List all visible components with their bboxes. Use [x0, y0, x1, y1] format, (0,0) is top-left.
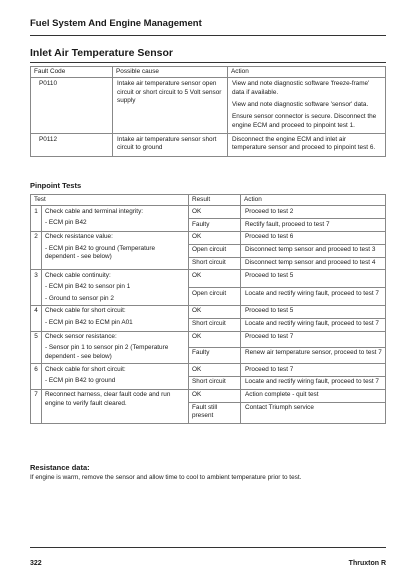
test-action: Locate and rectify wiring fault, proceed to test 7 [241, 318, 386, 331]
test-action: Proceed to test 7 [241, 364, 386, 377]
fault-action [228, 133, 386, 156]
test-result: OK [189, 270, 241, 288]
fault-action-paragraph: Disconnect the engine ECM and inlet air temperature sensor and proceed to pinpoint test 6. [232, 135, 376, 152]
test-action: Proceed to test 6 [241, 231, 386, 244]
test-action: Action complete - quit test [241, 389, 386, 402]
test-action: Locate and rectify wiring fault, proceed to test 7 [241, 288, 386, 306]
pinpoint-row [31, 206, 386, 219]
pinpoint-header: Result [189, 195, 241, 206]
test-line: Check cable for short circuit: [45, 365, 126, 373]
test-result: Fault still present [189, 402, 241, 423]
pinpoint-header: Test [31, 195, 189, 206]
test-result: Faulty [189, 219, 241, 232]
test-description [42, 364, 189, 390]
model-name: Thruxton R [348, 560, 386, 567]
pinpoint-row [31, 305, 386, 318]
pinpoint-tests-table [30, 194, 386, 424]
test-line: - Ground to sensor pin 2 [45, 294, 114, 302]
pinpoint-row [31, 364, 386, 377]
header-divider [30, 35, 386, 36]
test-result: OK [189, 206, 241, 219]
test-action: Disconnect temp sensor and proceed to test 4 [241, 257, 386, 270]
test-action: Proceed to test 2 [241, 206, 386, 219]
footer-divider [30, 547, 386, 548]
test-number: 2 [31, 231, 42, 269]
test-number: 1 [31, 206, 42, 232]
test-action: Renew air temperature sensor, proceed to test 7 [241, 347, 386, 363]
test-line: Check resistance value: [45, 233, 113, 241]
test-number: 3 [31, 270, 42, 305]
test-number: 6 [31, 364, 42, 390]
pinpoint-row [31, 389, 386, 402]
fault-table-row [31, 133, 386, 156]
test-number: 5 [31, 331, 42, 363]
pinpoint-header-row [31, 195, 386, 206]
test-result: OK [189, 305, 241, 318]
test-line: - ECM pin B42 to ground (Temperature dependent - see below) [45, 244, 156, 261]
test-action: Disconnect temp sensor and proceed to test 3 [241, 244, 386, 257]
fault-action-paragraph: View and note diagnostic software 'sensor' data. [232, 100, 369, 108]
test-action: Rectify fault, proceed to test 7 [241, 219, 386, 232]
test-result: OK [189, 231, 241, 244]
test-line: Check cable for short circuit: [45, 307, 126, 315]
resistance-data-text: If engine is warm, remove the sensor and allow time to cool to ambient temperature prior to test. [30, 474, 302, 481]
test-description [42, 231, 189, 269]
test-result: Short circuit [189, 376, 241, 389]
section-divider [30, 62, 386, 63]
pinpoint-header: Action [241, 195, 386, 206]
pinpoint-tests-title: Pinpoint Tests [30, 181, 82, 190]
test-line: - ECM pin B42 to ECM pin A01 [45, 318, 133, 326]
test-result: OK [189, 364, 241, 377]
fault-code-table [30, 66, 386, 157]
test-result: Short circuit [189, 318, 241, 331]
test-description [42, 206, 189, 232]
fault-table-header: Possible cause [113, 67, 228, 78]
fault-table-header: Fault Code [31, 67, 113, 78]
test-result: Faulty [189, 347, 241, 363]
fault-action-paragraph: Ensure sensor connector is secure. Disconnect the engine ECM and proceed to pinpoint test 1. [232, 113, 377, 129]
test-number: 7 [31, 389, 42, 423]
fault-action [228, 78, 386, 134]
test-action: Proceed to test 5 [241, 305, 386, 318]
test-action: Contact Triumph service [241, 402, 386, 423]
test-result: Open circuit [189, 288, 241, 306]
fault-table-row [31, 78, 386, 134]
fault-table-header: Action [228, 67, 386, 78]
pinpoint-row [31, 231, 386, 244]
fault-table-header-row [31, 67, 386, 78]
test-description [42, 331, 189, 363]
fault-code: P0112 [31, 133, 113, 156]
resistance-data-title: Resistance data: [30, 463, 90, 472]
test-result: Short circuit [189, 257, 241, 270]
fault-code: P0110 [31, 78, 113, 134]
pinpoint-row [31, 270, 386, 288]
test-description [42, 305, 189, 331]
test-line: - ECM pin B42 to sensor pin 1 [45, 283, 131, 291]
fault-cause: Intake air temperature sensor short circuit to ground [113, 133, 228, 156]
test-line: - ECM pin B42 to ground [45, 376, 116, 384]
test-number: 4 [31, 305, 42, 331]
section-title: Inlet Air Temperature Sensor [30, 47, 173, 59]
test-result: OK [189, 331, 241, 347]
page-number: 322 [30, 560, 42, 567]
test-description [42, 270, 189, 305]
test-line: - Sensor pin 1 to sensor pin 2 (Temperature dependent - see below) [45, 344, 169, 360]
test-line: Check cable continuity: [45, 271, 111, 279]
test-action: Proceed to test 7 [241, 331, 386, 347]
test-line: Check sensor resistance: [45, 333, 117, 341]
test-line: - ECM pin B42 [45, 219, 87, 227]
test-line: Check cable and terminal integrity: [45, 207, 144, 215]
fault-action-paragraph: View and note diagnostic software 'freeze-frame' data if available. [232, 80, 370, 96]
test-result: OK [189, 389, 241, 402]
fault-cause: Intake air temperature sensor open circuit or short circuit to 5 Volt sensor supply [113, 78, 228, 134]
test-description [42, 389, 189, 423]
test-action: Locate and rectify wiring fault, proceed to test 7 [241, 376, 386, 389]
test-result: Open circuit [189, 244, 241, 257]
test-action: Proceed to test 5 [241, 270, 386, 288]
pinpoint-row [31, 331, 386, 347]
test-line: Reconnect harness, clear fault code and run engine to verify fault cleared. [45, 391, 171, 407]
page-header-title: Fuel System And Engine Management [30, 18, 202, 29]
